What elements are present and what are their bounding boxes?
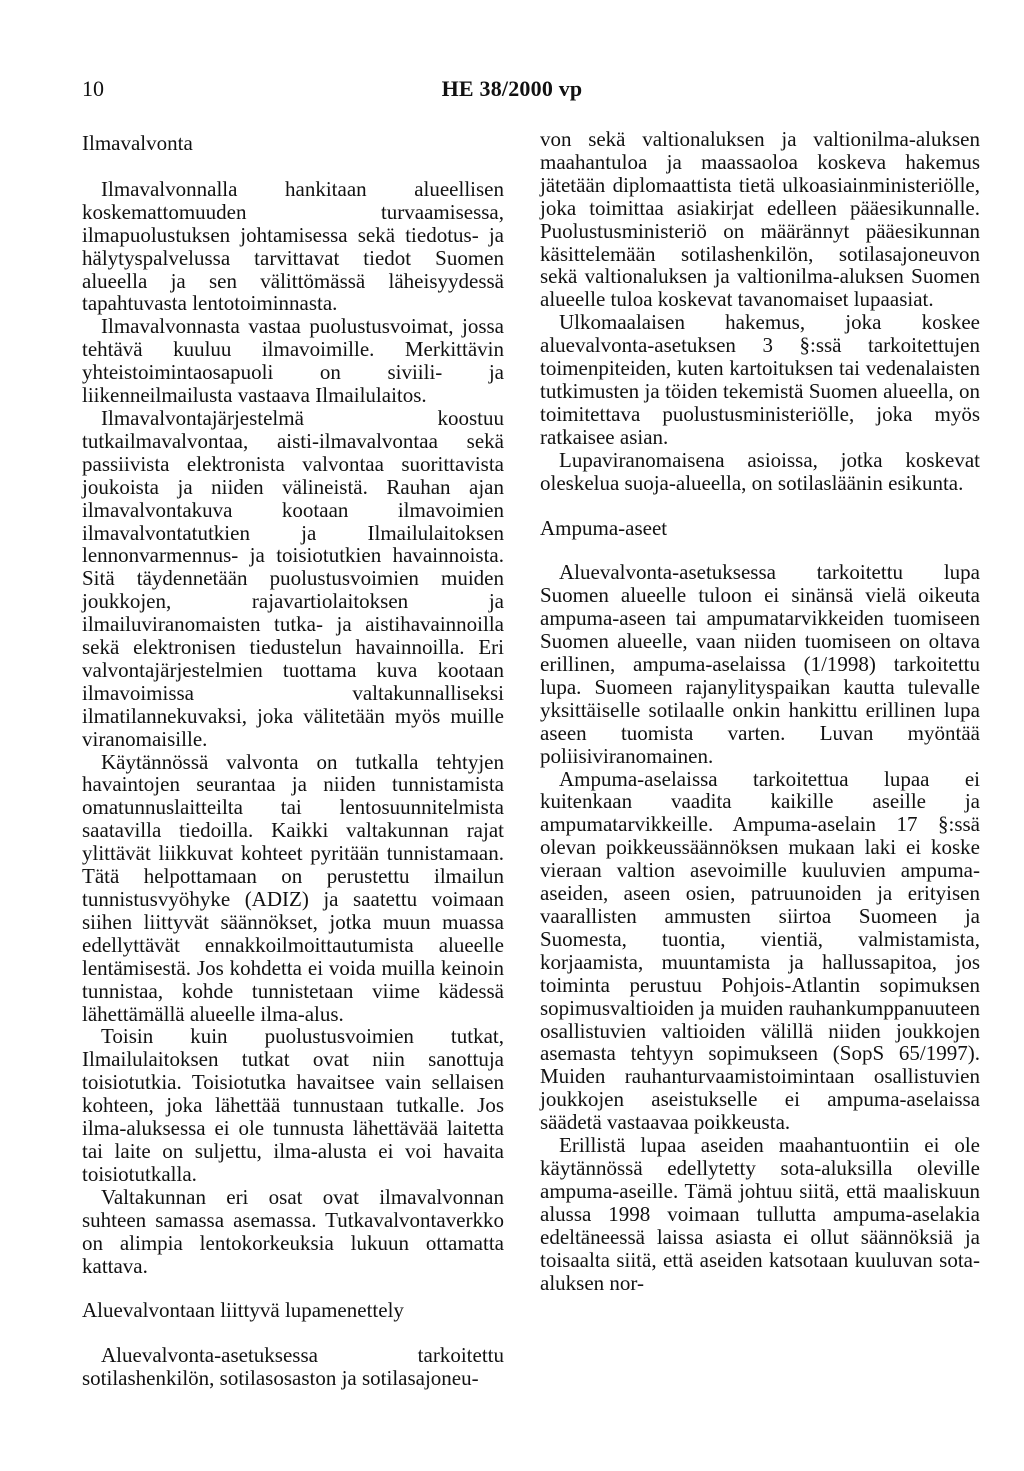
paragraph: Ilmavalvonnalla hankitaan alueellisen koskemattomuuden turvaamisessa, ilmapuolustuksen johtamisessa sekä tiedotus- ja hälytyspalvelussa tarvittavat tiedot Suomen alueella ja sen välittömässä läheisyydessä tapahtuvasta lentotoiminnasta. (82, 176, 504, 316)
paragraph: Aluevalvonta-asetuksessa tarkoitettu sotilashenkilön, sotilasosaston ja sotilasajoneu- (82, 1343, 504, 1391)
paragraph: Ilmavalvonnasta vastaa puolustusvoimat, jossa tehtävä kuuluu ilmavoimille. Merkittävin yhteistoimintaosapuoli on siviili- ja liikenneilmailusta vastaava Ilmailulaitos. (82, 314, 504, 408)
paragraph: Ilmavalvontajärjestelmä koostuu tutkailmavalvontaa, aisti-ilmavalvontaa sekä passiivista elektronista valvontaa suorittavista joukoista ja niiden välineistä. Rauhan ajan ilmavalvontakuva kootaan ilmavoimien ilmavalvontatutkien ja Ilmailulaitoksen lennonvarmennus- ja toisiotutkien havainnoista. Sitä täydennetään puolustusvoimien muiden joukkojen, rajavartiolaitoksen ja ilmailuviranomaisten tutka- ja aistihavainnoilla sekä elektronisen tiedustelun havainnoilla. Eri valvontajärjestelmien tuottama kuva kootaan ilmavoimissa valtakunnalliseksi ilmatilannekuvaksi, joka välitetään myös muille viranomaisille. (82, 405, 504, 751)
paragraph: Valtakunnan eri osat ovat ilmavalvonnan suhteen samassa asemassa. Tutkavalvontaverkko on alimpia lentokorkeuksia lukuun ottamatta kattava. (82, 1184, 504, 1278)
paragraph: Ampuma-aselaissa tarkoitettua lupaa ei kuitenkaan vaadita kaikille aseille ja ampumatarvikkeille. Ampuma-aselain 17 §:ssä olevan poikkeussäännöksen mukaan laki ei koske vieraan valtion asevoimille kuuluvien ampuma-aseiden, aseen osien, patruunoiden ja erityisen vaarallisten ammusten siirtoa Suomeen ja Suomesta, tuontia, vientiä, valmistamista, korjaamista, muuntamista ja hallussapitoa, jos toiminta perustuu Pohjois-Atlantin sopimuksen sopimusvaltioiden ja muiden rauhankumppanuuteen osallistuvien valtioiden välillä niiden joukkojen asemasta tehtyyn sopimukseen (SopS 65/1997). Muiden rauhanturvaamistoimintaan osallistuvien joukkojen aseistukselle ei ampuma-aselaissa säädetä vastaavaa poikkeusta. (540, 766, 980, 1135)
left-column (82, 128, 504, 1390)
section-heading-ampuma-aseet: Ampuma-aseet (540, 515, 668, 540)
paragraph: Aluevalvonta-asetuksessa tarkoitettu lupa Suomen alueelle tuloon ei sinänsä vielä oikeuta ampuma-aseen tai ampumatarvikkeiden tuomiseen Suomen alueelle, vaan niiden tuomiseen on oltava erillinen, ampuma-aselaissa (1/1998) tarkoitettu lupa. Suomeen rajanylityspaikan kautta tulevalle yksittäiselle sotilaalle onkin hankittu erillinen lupa aseen tuomista varten. Luvan myöntää poliisiviranomainen. (540, 560, 980, 768)
page-number: 10 (82, 76, 104, 101)
paragraph: Erillistä lupaa aseiden maahantuontiin ei ole käytännössä edellytetty sota-aluksilla oleville ampuma-aseille. Tämä johtuu siitä, että maaliskuun alussa 1998 voimaan tullutta ampuma-aselakia edeltäneessä laissa asiasta ei ollut säännöksiä ja toisaalta siitä, että aseiden katsotaan kuuluvan sota-aluksen nor- (540, 1133, 980, 1295)
paragraph: von sekä valtionaluksen ja valtionilma-aluksen maahantuloa ja maassaoloa koskeva hakemus jätetään diplomaattista tietä ulkoasiainministeriölle, joka toimittaa asiakirjat edelleen pääesikunnalle. Puolustusministeriö on määrännyt pääesikunnan käsittelemään sotilashenkilön, sotilasajoneuvon sekä valtionaluksen ja valtionilma-aluksen Suomen alueelle tuloa koskevat tavanomaiset lupaasiat. (540, 127, 980, 312)
paragraph: Ulkomaalaisen hakemus, joka koskee aluevalvonta-asetuksen 3 §:ssä tarkoitettujen toimenpiteiden, kuten kartoituksen tai vedenalaisten tutkimusten ja töiden tekemistä Suomen alueella, on toimitettava puolustusministeriölle, joka myös ratkaisee asian. (540, 310, 980, 449)
paragraph: Toisin kuin puolustusvoimien tutkat, Ilmailulaitoksen tutkat ovat niin sanottuja toisiotutkia. Toisiotutka havaitsee vain sellaisen kohteen, joka lähettää tunnustaan tutkalle. Jos ilma-aluksessa ei ole tunnusta lähettävää laitetta tai laite on suljettu, ilma-alusta ei voi havaita toisiotutkalla. (82, 1024, 504, 1186)
right-column (540, 128, 980, 1294)
document-id: HE 38/2000 vp (441, 76, 583, 101)
paragraph: Käytännössä valvonta on tutkalla tehtyjen havaintojen seurantaa ja niiden tunnistamista omatunnuslaitteilta tai lentosuunnitelmista saatavilla tiedoilla. Kaikki valtakunnan rajat ylittävät liikkuvat kohteet pyritään tunnistamaan. Tätä helpottamaan on perustettu ilmailun tunnistusvyöhyke (ADIZ) ja saatettu voimaan siihen liittyvät säännökset, jotka muun muassa edellyttävät ennakkoilmoittautumista alueelle lentämisestä. Jos kohdetta ei voida muilla keinoin tunnistaa, kohde tunnistetaan viime kädessä lähettämällä alueelle ilma-alus. (82, 749, 504, 1026)
section-heading-lupamenettely: Aluevalvontaan liittyvä lupamenettely (82, 1298, 404, 1323)
section-heading-ilmavalvonta: Ilmavalvonta (82, 131, 193, 155)
paragraph: Lupaviranomaisena asioissa, jotka koskevat oleskelua suoja-alueella, on sotilasläänin esikunta. (540, 447, 980, 495)
